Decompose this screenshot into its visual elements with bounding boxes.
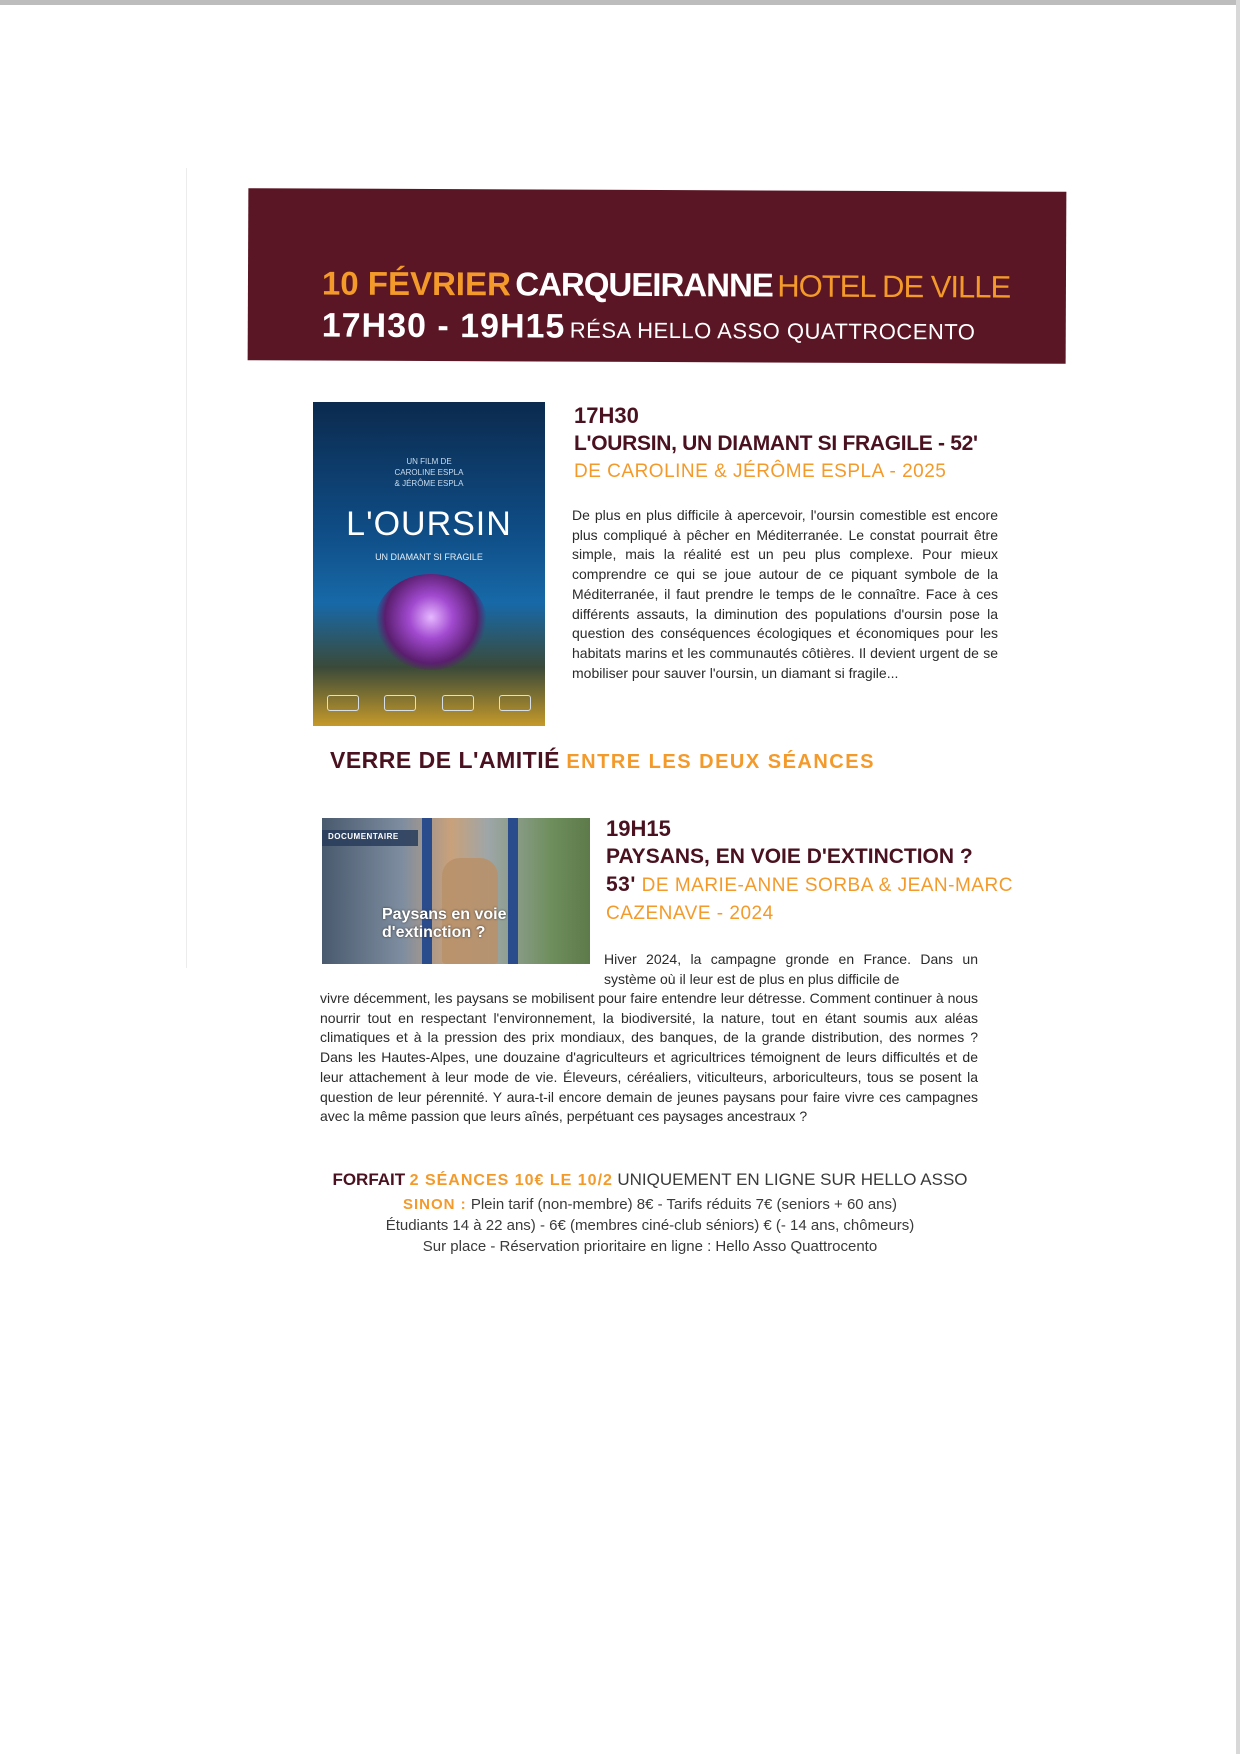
- interlude-line: [330, 746, 970, 776]
- pricing-standard-rates: Plein tarif (non-membre) 8€ - Tarifs réduits 7€ (seniors + 60 ans): [470, 1196, 897, 1213]
- banner-line-1: [321, 264, 1011, 305]
- pricing-block: [300, 1167, 1000, 1257]
- thumbnail-pillar: [508, 818, 518, 964]
- film2-duration: 53': [606, 873, 636, 896]
- film2-header: [606, 815, 1026, 928]
- partner-logo: [499, 695, 531, 711]
- film1-poster-credit: UN FILM DE CAROLINE ESPLA & JÉRÔME ESPLA: [394, 457, 464, 488]
- pricing-forfait-detail: 2 SÉANCES 10€ LE 10/2: [409, 1172, 613, 1189]
- banner-line-2: [321, 306, 976, 346]
- film2-description-start: Hiver 2024, la campagne gronde en France. Dans un système où il leur est de plus en plus difficile de: [604, 951, 978, 987]
- thumbnail-pillar: [422, 818, 432, 964]
- pricing-reduced-rates: Étudiants 14 à 22 ans) - 6€ (membres ciné-club séniors) € (- 14 ans, chômeurs): [385, 1217, 915, 1234]
- page-edge: [186, 168, 187, 968]
- film1-title: L'OURSIN, UN DIAMANT SI FRAGILE - 52': [574, 432, 978, 455]
- film2-description-rest: vivre décemment, les paysans se mobilisent pour faire entendre leur détresse. Comment continuer à nous nourrir tout en respectant l'environnement, la biodiversité, la nature, tout en étant soumis aux aléas climatiques et à la pression des prix mondiaux, des banques, de la grande distribution, des normes ? Dans les Hautes-Alpes, une douzaine d'agriculteurs et agricultrices témoignent de leurs difficultés et de leur attachement à leur mode de vie. Éleveurs, céréaliers, viticulteurs, arboriculteurs, tous se posent la question de leur pérennité. Y aura-t-il encore demain de jeunes paysans pour faire vivre ces campagnes avec la même passion que leurs aînés, perpétuant ces paysages ancestraux ?: [320, 990, 978, 1125]
- event-venue: HOTEL DE VILLE: [777, 268, 1011, 305]
- pricing-booking-note: Sur place - Réservation prioritaire en ligne : Hello Asso Quattrocento: [422, 1238, 878, 1255]
- film1-director: DE CAROLINE & JÉRÔME ESPLA - 2025: [574, 461, 947, 482]
- scan-border-top: [0, 0, 1240, 5]
- event-time: 17H30 - 19H15: [321, 306, 566, 346]
- film1-poster-title: L'OURSIN: [346, 505, 512, 543]
- pricing-online-note: UNIQUEMENT EN LIGNE SUR HELLO ASSO: [617, 1170, 968, 1189]
- film1-poster-subtitle: UN DIAMANT SI FRAGILE: [375, 552, 483, 562]
- scan-border-right: [1236, 0, 1240, 1754]
- partner-logo: [327, 695, 359, 711]
- film2-credit-line: [606, 871, 1026, 928]
- film1-time: 17H30: [574, 403, 639, 428]
- partner-logo: [384, 695, 416, 711]
- interlude-detail: ENTRE LES DEUX SÉANCES: [566, 751, 875, 773]
- event-banner: [248, 188, 1067, 364]
- film2-time: 19H15: [606, 816, 671, 841]
- pricing-standard-line: [300, 1194, 1000, 1215]
- event-town: CARQUEIRANNE: [515, 265, 773, 304]
- event-date: 10 FÉVRIER: [321, 264, 511, 303]
- film2-thumbnail: [322, 818, 590, 964]
- pricing-forfait-label: FORFAIT: [332, 1170, 406, 1189]
- film2-director: DE MARIE-ANNE SORBA & JEAN-MARC CAZENAVE - 2024: [606, 875, 1013, 924]
- thumbnail-title: Paysans en voie d'extinction ?: [382, 906, 507, 941]
- film2-title: PAYSANS, EN VOIE D'EXTINCTION ?: [606, 845, 973, 868]
- event-booking: RÉSA HELLO ASSO QUATTROCENTO: [569, 317, 976, 345]
- thumbnail-tag: DOCUMENTAIRE: [328, 832, 399, 841]
- pricing-sinon-label: SINON :: [403, 1196, 467, 1213]
- partner-logo: [442, 695, 474, 711]
- poster-partner-logos: [327, 692, 531, 714]
- sea-urchin-image: [375, 574, 487, 670]
- film1-header: [574, 402, 1004, 486]
- film1-poster: [313, 402, 545, 726]
- interlude-title: VERRE DE L'AMITIÉ: [330, 747, 560, 773]
- film1-description: De plus en plus difficile à apercevoir, l'oursin comestible est encore plus compliqué à pêcher en Méditerranée. Le constat pourrait être simple, mais la réalité est un peu plus complexe. Pour mieux comprendre ce qui se joue autour de ce piquant symbole de la Méditerranée, il faut prendre le temps de le connaître. Face à ces différents assauts, la diminution des populations d'oursin pose la question des conséquences écologiques et économiques pour les habitats marins et les communautés côtières. Il devient urgent de se mobiliser pour sauver l'oursin, un diamant si fragile...: [572, 507, 998, 681]
- pricing-forfait-line: [300, 1167, 1000, 1194]
